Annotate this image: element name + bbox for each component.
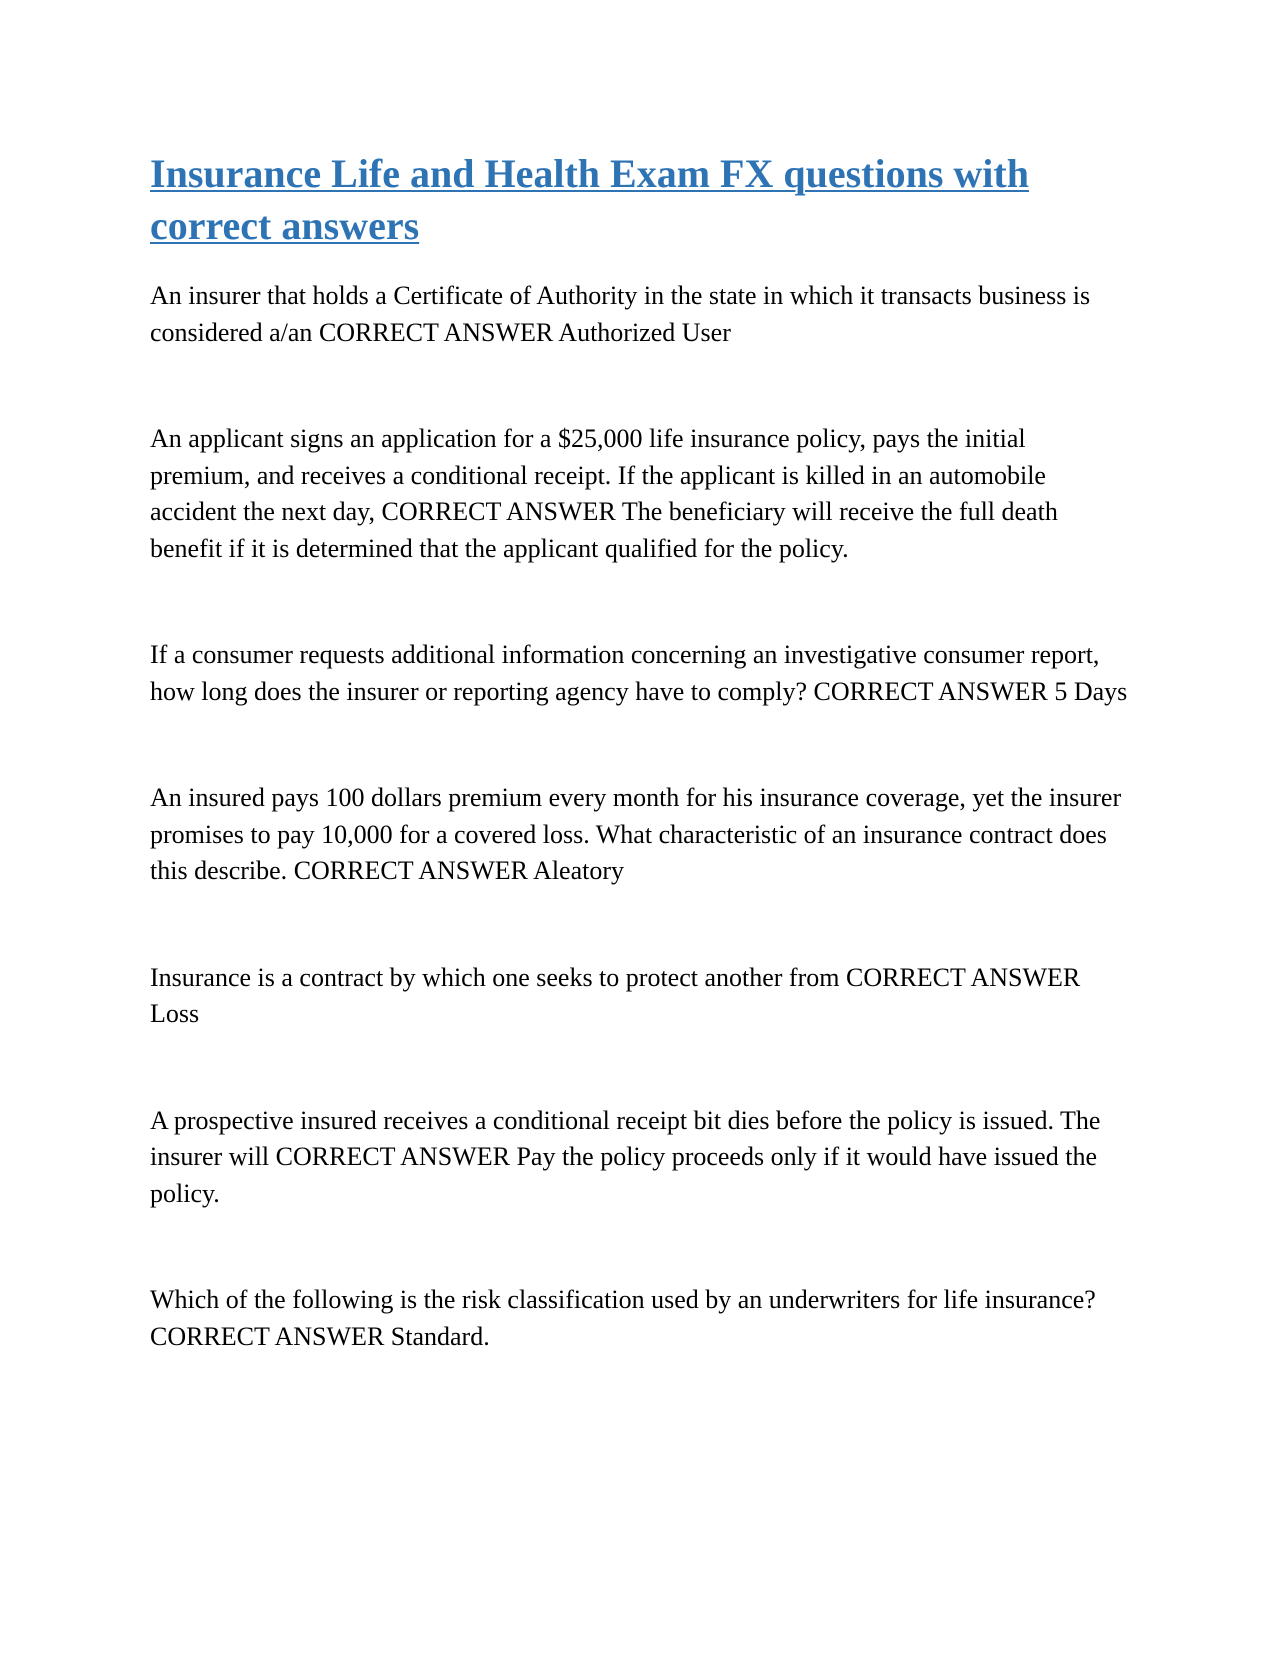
answer-text: 5 Days	[1054, 676, 1128, 706]
answer-text: Loss	[150, 999, 200, 1028]
question-text: An applicant signs an application for a $25,000 life insurance policy, pays the initial premium, and receives a conditional receipt. If the applicant is killed in an automobile accident the next day,	[150, 424, 1046, 526]
question-text: A prospective insured receives a conditional receipt bit dies before the policy is issued. The insurer will	[150, 1105, 1101, 1171]
qa-item	[150, 421, 1130, 567]
correct-answer-marker: CORRECT ANSWER	[275, 1142, 510, 1171]
qa-item	[150, 278, 1130, 351]
document-page	[150, 148, 1130, 1425]
question-text: An insured pays 100 dollars premium every month for his insurance coverage, yet the insurer promises to pay 10,000 for a covered loss. What characteristic of an insurance contract does this describe.	[150, 783, 1122, 885]
document-title: Insurance Life and Health Exam FX questions with correct answers	[150, 151, 1029, 248]
question-text: Which of the following is the risk classification used by an underwriters for life insurance?	[150, 1285, 1096, 1314]
answer-text: Authorized User	[558, 317, 731, 347]
correct-answer-marker: CORRECT ANSWER	[381, 497, 616, 526]
correct-answer-marker: CORRECT ANSWER	[293, 856, 528, 885]
qa-item	[150, 637, 1130, 710]
qa-list	[150, 278, 1130, 1355]
answer-text: Aleatory	[533, 856, 625, 885]
qa-item	[150, 780, 1130, 890]
question-text: Insurance is a contract by which one seeks to protect another from	[150, 962, 840, 992]
answer-text: The beneficiary will receive the full death benefit if it is determined that the applicant qualified for the policy.	[150, 497, 1058, 563]
question-text: If a consumer requests additional information concerning an investigative consumer report, how long does the insurer or reporting agency have to comply?	[150, 640, 1100, 706]
question-text: An insurer that holds a Certificate of Authority in the state in which it transacts business is considered a/an	[150, 281, 1091, 347]
correct-answer-marker: CORRECT ANSWER	[318, 317, 554, 347]
correct-answer-marker: CORRECT ANSWER	[813, 676, 1048, 706]
answer-text: Standard.	[390, 1321, 490, 1351]
qa-item	[150, 960, 1130, 1033]
answer-text: Pay the policy proceeds only if it would have issued the policy.	[150, 1142, 1097, 1208]
correct-answer-marker: CORRECT ANSWER	[150, 1321, 385, 1351]
qa-item	[150, 1103, 1130, 1213]
qa-item	[150, 1282, 1130, 1355]
correct-answer-marker: CORRECT ANSWER	[845, 962, 1081, 992]
